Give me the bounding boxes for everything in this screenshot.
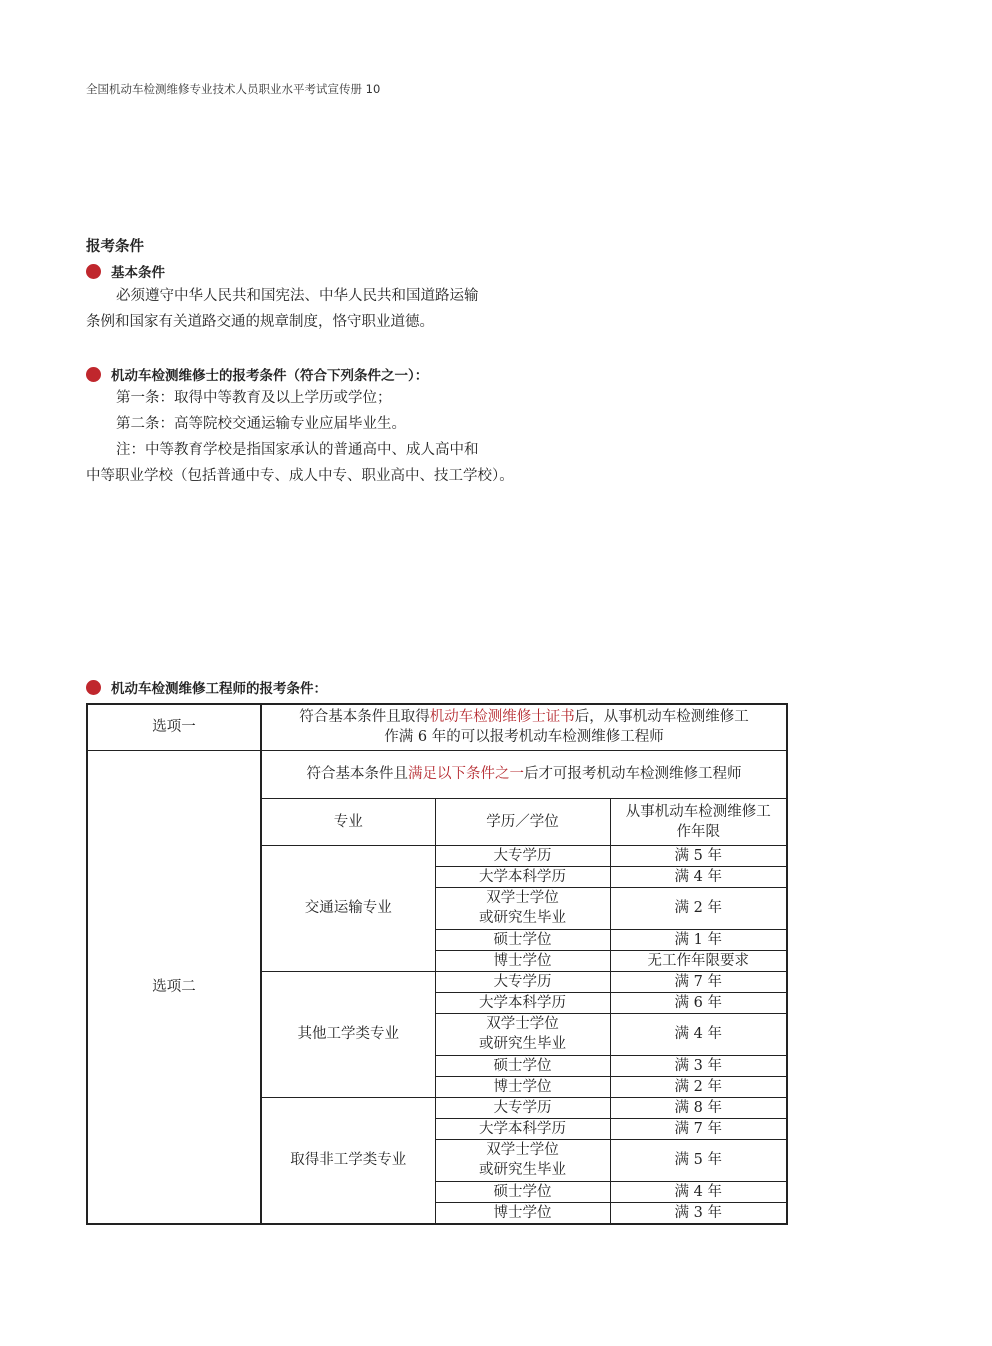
years-cell: 满 5 年 <box>610 845 787 866</box>
degree-line-1: 双学士学位 <box>486 890 559 906</box>
engineer-heading-text: 机动车检测维修工程师的报考条件： <box>111 681 327 697</box>
page-header: 全国机动车检测维修专业技术人员职业水平考试宣传册 10 <box>86 82 381 96</box>
basic-conditions-heading-text: 基本条件 <box>111 265 165 281</box>
major-cell: 其他工学类专业 <box>261 971 435 1097</box>
engineer-requirements-table <box>86 703 788 1225</box>
col-header-years <box>610 798 787 845</box>
technician-line-3: 注：中等教育学校是指国家承认的普通高中、成人高中和 <box>116 442 479 458</box>
degree-line-1: 双学士学位 <box>486 1142 559 1158</box>
technician-line-1: 第一条：取得中等教育及以上学历或学位； <box>116 390 392 406</box>
engineer-heading <box>86 677 327 697</box>
degree-cell <box>435 1013 610 1055</box>
red-bullet-icon <box>86 680 101 695</box>
degree-cell: 大专学历 <box>435 1097 610 1118</box>
degree-line-1: 双学士学位 <box>486 1016 559 1032</box>
degree-cell: 硕士学位 <box>435 1055 610 1076</box>
degree-line-2: 或研究生毕业 <box>479 910 566 926</box>
years-cell: 无工作年限要求 <box>610 950 787 971</box>
degree-cell: 博士学位 <box>435 950 610 971</box>
option2-intro-post: 后才可报考机动车检测维修工程师 <box>524 766 742 782</box>
col-header-degree: 学历／学位 <box>435 798 610 845</box>
degree-cell <box>435 1139 610 1181</box>
years-cell: 满 6 年 <box>610 992 787 1013</box>
years-cell: 满 3 年 <box>610 1202 787 1224</box>
option1-text <box>261 704 787 750</box>
years-cell: 满 1 年 <box>610 929 787 950</box>
col-header-years-1: 从事机动车检测维修工 <box>625 803 771 820</box>
technician-line-2: 第二条：高等院校交通运输专业应届毕业生。 <box>116 416 406 432</box>
technician-heading <box>86 364 428 384</box>
option1-text-post2: 作满 6 年的可以报考机动车检测维修工程师 <box>384 729 664 746</box>
degree-cell: 硕士学位 <box>435 929 610 950</box>
technician-line-4: 中等职业学校（包括普通中专、成人中专、职业高中、技工学校）。 <box>86 468 514 484</box>
col-header-years-2: 作年限 <box>676 823 720 840</box>
basic-conditions-text <box>86 283 546 335</box>
option1-text-highlight: 机动车检测维修士证书 <box>429 709 575 726</box>
col-header-major: 专业 <box>261 798 435 845</box>
section-title: 报考条件 <box>86 239 144 255</box>
option1-text-post1: 后，从事机动车检测维修工 <box>574 709 749 726</box>
degree-cell <box>435 887 610 929</box>
basic-line-1: 必须遵守中华人民共和国宪法、中华人民共和国道路运输 <box>116 288 479 304</box>
table-row <box>87 750 787 798</box>
degree-cell: 大学本科学历 <box>435 1118 610 1139</box>
red-bullet-icon <box>86 264 101 279</box>
years-cell: 满 4 年 <box>610 1181 787 1202</box>
years-cell: 满 8 年 <box>610 1097 787 1118</box>
years-cell: 满 7 年 <box>610 1118 787 1139</box>
option2-intro-highlight: 满足以下条件之一 <box>408 766 524 782</box>
degree-cell: 大专学历 <box>435 845 610 866</box>
years-cell: 满 2 年 <box>610 1076 787 1097</box>
degree-cell: 大学本科学历 <box>435 866 610 887</box>
major-cell: 取得非工学类专业 <box>261 1097 435 1224</box>
technician-conditions-text <box>86 385 546 489</box>
years-cell: 满 3 年 <box>610 1055 787 1076</box>
basic-conditions-heading <box>86 261 165 281</box>
option2-label: 选项二 <box>87 750 261 1224</box>
option1-label: 选项一 <box>87 704 261 750</box>
degree-cell: 博士学位 <box>435 1202 610 1224</box>
table-row <box>87 704 787 750</box>
major-cell: 交通运输专业 <box>261 845 435 971</box>
degree-cell: 大学本科学历 <box>435 992 610 1013</box>
degree-cell: 硕士学位 <box>435 1181 610 1202</box>
degree-line-2: 或研究生毕业 <box>479 1162 566 1178</box>
option2-intro <box>261 750 787 798</box>
technician-heading-text: 机动车检测维修士的报考条件（符合下列条件之一）： <box>111 368 429 384</box>
years-cell: 满 4 年 <box>610 1013 787 1055</box>
basic-line-2: 条例和国家有关道路交通的规章制度，恪守职业道德。 <box>86 314 434 330</box>
option2-intro-pre: 符合基本条件且 <box>306 766 408 782</box>
years-cell: 满 7 年 <box>610 971 787 992</box>
degree-cell: 博士学位 <box>435 1076 610 1097</box>
red-bullet-icon <box>86 367 101 382</box>
degree-line-2: 或研究生毕业 <box>479 1036 566 1052</box>
years-cell: 满 4 年 <box>610 866 787 887</box>
degree-cell: 大专学历 <box>435 971 610 992</box>
years-cell: 满 2 年 <box>610 887 787 929</box>
option1-text-pre: 符合基本条件且取得 <box>299 709 430 726</box>
years-cell: 满 5 年 <box>610 1139 787 1181</box>
